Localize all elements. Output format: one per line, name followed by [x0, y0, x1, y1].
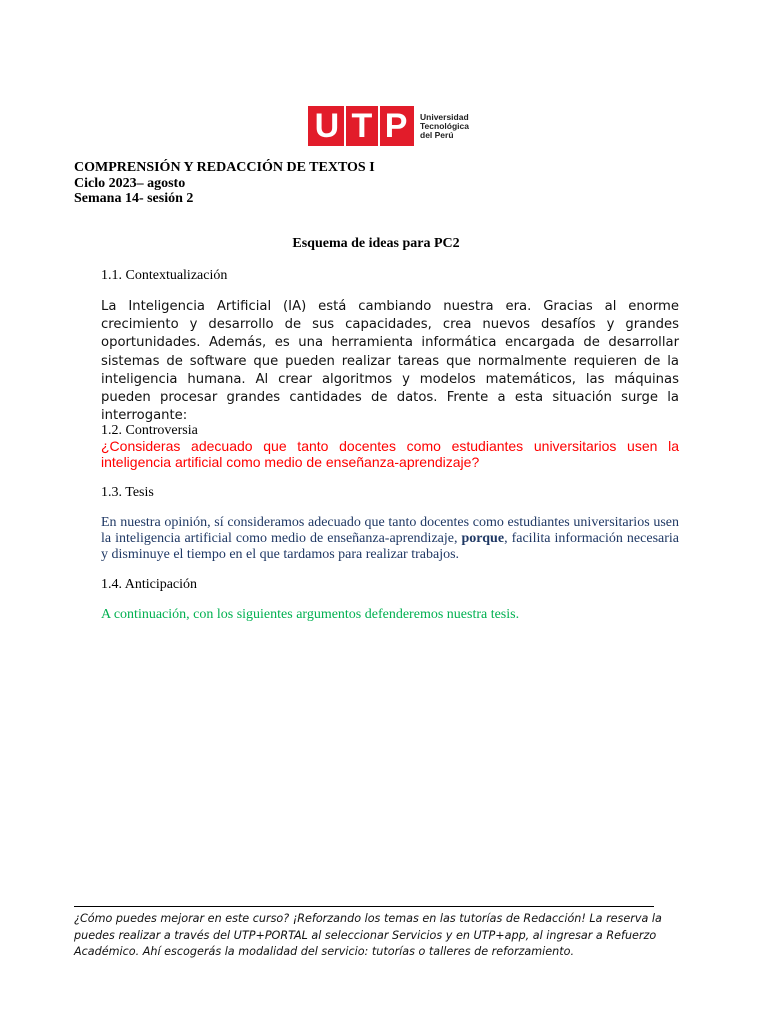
logo-separator [344, 106, 346, 146]
logo-text-line: del Perú [420, 129, 454, 140]
thesis-connector: porque [461, 531, 505, 546]
logo-separator [378, 106, 380, 146]
course-header [74, 160, 375, 207]
logo-text-line: Universidad [420, 111, 469, 122]
logo-letter-u: U [314, 107, 340, 145]
logo-text-line: Tecnológica [420, 120, 469, 131]
anticipation-text: A continuación, con los siguientes argumentos defenderemos nuestra tesis. [101, 607, 520, 622]
course-week: Semana 14- sesión 2 [74, 191, 194, 206]
footnote-text: ¿Cómo puedes mejorar en este curso? ¡Reforzando los temas en las tutorías de Redacción! La reserva la puedes realizar a través del UTP+PORTAL al seleccionar Servicios y en UTP+app, al ingresar a Refuerzo Académico. Ahí escogerás la modalidad del servicio: tutorías o talleres de reforzamiento. [74, 912, 662, 959]
anticipation-heading: 1.4. Anticipación [101, 577, 198, 592]
logo-letter-p: P [384, 107, 408, 145]
context-paragraph: La Inteligencia Artificial (IA) está cambiando nuestra era. Gracias al enorme crecimiento y desarrollo de sus capacidades, crea nuevos desafíos y grandes oportunidades. Además, es una herramienta informática encargada de desarrollar sistemas de software que pueden realizar tareas que normalmente requieren de la inteligencia humana. Al crear algoritmos y modelos matemáticos, las máquinas pueden procesar grandes cantidades de datos. Frente a esta situación surge la interrogante: [101, 299, 679, 424]
thesis-text-part2: , facilita información necesaria y disminuye el tiempo en el que tardamos para realizar trabajos. [101, 531, 679, 562]
document-title: Esquema de ideas para PC2 [292, 236, 460, 251]
utp-logo-mark [308, 106, 414, 146]
controversy-question: ¿Consideras adecuado que tanto docentes como estudiantes universitarios usen la inteligencia artificial como medio de enseñanza-aprendizaje? [101, 438, 679, 470]
logo-wordmark [420, 113, 469, 140]
course-name: COMPRENSIÓN Y REDACCIÓN DE TEXTOS I [74, 160, 375, 175]
thesis-paragraph [101, 515, 679, 563]
logo-letter-t: T [351, 107, 373, 145]
course-cycle: Ciclo 2023– agosto [74, 175, 186, 191]
utp-logo [308, 106, 469, 146]
footnote-divider [74, 906, 654, 907]
thesis-heading: 1.3. Tesis [101, 485, 154, 500]
context-heading: 1.1. Contextualización [101, 268, 228, 283]
controversy-heading: 1.2. Controversia [101, 423, 198, 438]
thesis-text-part1: En nuestra opinión, sí consideramos adecuado que tanto docentes como estudiantes universitarios usen la inteligencia artificial como medio de enseñanza-aprendizaje, [101, 515, 679, 546]
